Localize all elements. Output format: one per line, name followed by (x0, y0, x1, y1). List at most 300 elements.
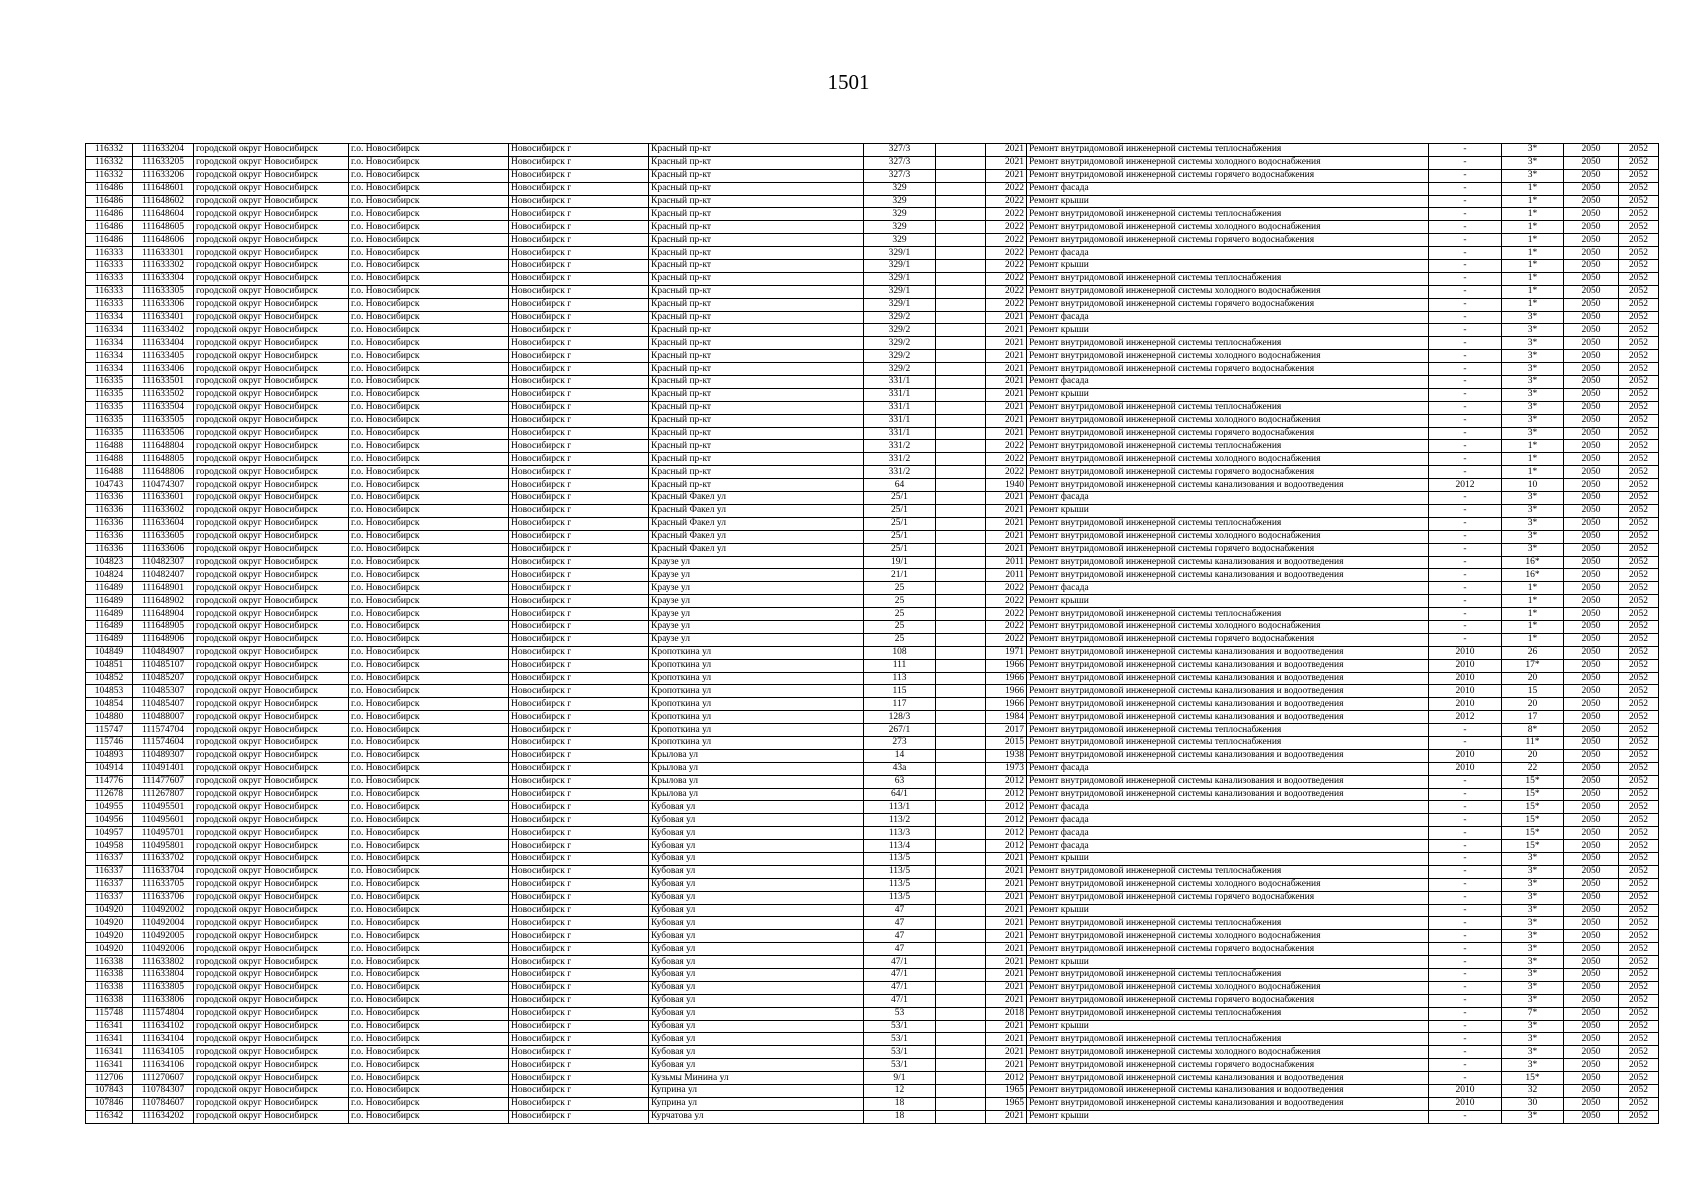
cell-build-year: 2022 (986, 582, 1027, 595)
cell-work-type: Ремонт внутридомовой инженерной системы теплоснабжения (1027, 608, 1429, 621)
cell-empty-col (936, 272, 986, 285)
cell-last-repair-year: - (1429, 401, 1502, 414)
cell-work-type: Ремонт крыши (1027, 324, 1429, 337)
cell-empty-col (936, 440, 986, 453)
cell-locality: Новосибирск г (509, 595, 649, 608)
table-row (86, 865, 1659, 878)
cell-last-repair-year: - (1429, 608, 1502, 621)
cell-wear-value: 15 (1502, 685, 1564, 698)
cell-work-id: 111477607 (133, 775, 194, 788)
cell-municipal-district: г.о. Новосибирск (349, 724, 509, 737)
cell-plan-end-year: 2052 (1619, 904, 1659, 917)
cell-plan-end-year: 2052 (1619, 969, 1659, 982)
cell-build-year: 2022 (986, 221, 1027, 234)
cell-municipal-district: г.о. Новосибирск (349, 685, 509, 698)
cell-build-year: 2021 (986, 891, 1027, 904)
cell-last-repair-year: - (1429, 994, 1502, 1007)
cell-municipal-district: г.о. Новосибирск (349, 466, 509, 479)
cell-locality: Новосибирск г (509, 865, 649, 878)
cell-street: Крылова ул (649, 762, 864, 775)
cell-work-type: Ремонт внутридомовой инженерной системы теплоснабжения (1027, 1007, 1429, 1020)
cell-work-id: 110489307 (133, 749, 194, 762)
cell-municipal-district: г.о. Новосибирск (349, 492, 509, 505)
cell-work-id: 111633204 (133, 144, 194, 157)
cell-house-number: 327/3 (864, 156, 936, 169)
cell-plan-start-year: 2050 (1564, 891, 1619, 904)
cell-empty-col (936, 852, 986, 865)
cell-street: Красный пр-кт (649, 324, 864, 337)
cell-empty-col (936, 285, 986, 298)
cell-work-id: 111648606 (133, 234, 194, 247)
cell-plan-start-year: 2050 (1564, 814, 1619, 827)
cell-municipality: городской округ Новосибирск (194, 569, 349, 582)
cell-work-type: Ремонт крыши (1027, 852, 1429, 865)
cell-municipal-district: г.о. Новосибирск (349, 582, 509, 595)
cell-plan-start-year: 2050 (1564, 1059, 1619, 1072)
cell-wear-value: 1* (1502, 298, 1564, 311)
cell-municipality: городской округ Новосибирск (194, 1072, 349, 1085)
cell-house-id: 116336 (86, 504, 133, 517)
cell-empty-col (936, 208, 986, 221)
cell-empty-col (936, 195, 986, 208)
cell-house-number: 128/3 (864, 711, 936, 724)
cell-empty-col (936, 1059, 986, 1072)
cell-house-number: 25 (864, 620, 936, 633)
cell-work-id: 111648804 (133, 440, 194, 453)
cell-house-number: 53 (864, 1007, 936, 1020)
cell-plan-end-year: 2052 (1619, 981, 1659, 994)
cell-street: Кубовая ул (649, 994, 864, 1007)
cell-house-id: 116341 (86, 1046, 133, 1059)
cell-empty-col (936, 724, 986, 737)
cell-plan-start-year: 2050 (1564, 1020, 1619, 1033)
cell-empty-col (936, 169, 986, 182)
cell-plan-end-year: 2052 (1619, 749, 1659, 762)
cell-wear-value: 1* (1502, 208, 1564, 221)
cell-house-number: 329 (864, 182, 936, 195)
cell-municipality: городской округ Новосибирск (194, 981, 349, 994)
cell-municipality: городской округ Новосибирск (194, 285, 349, 298)
cell-street: Кубовая ул (649, 852, 864, 865)
cell-work-type: Ремонт внутридомовой инженерной системы холодного водоснабжения (1027, 930, 1429, 943)
cell-municipality: городской округ Новосибирск (194, 762, 349, 775)
cell-house-number: 331/1 (864, 401, 936, 414)
cell-build-year: 2021 (986, 956, 1027, 969)
cell-municipality: городской округ Новосибирск (194, 840, 349, 853)
cell-plan-end-year: 2052 (1619, 504, 1659, 517)
cell-wear-value: 7* (1502, 1007, 1564, 1020)
cell-plan-start-year: 2050 (1564, 350, 1619, 363)
cell-house-number: 117 (864, 698, 936, 711)
cell-last-repair-year: - (1429, 169, 1502, 182)
cell-plan-start-year: 2050 (1564, 569, 1619, 582)
cell-empty-col (936, 994, 986, 1007)
cell-work-type: Ремонт внутридомовой инженерной системы холодного водоснабжения (1027, 221, 1429, 234)
cell-house-id: 116341 (86, 1059, 133, 1072)
cell-empty-col (936, 1007, 986, 1020)
cell-municipal-district: г.о. Новосибирск (349, 247, 509, 260)
cell-work-id: 110492004 (133, 917, 194, 930)
cell-house-id: 116486 (86, 208, 133, 221)
cell-work-type: Ремонт внутридомовой инженерной системы канализования и водоотведения (1027, 1085, 1429, 1098)
cell-plan-end-year: 2052 (1619, 608, 1659, 621)
table-row (86, 904, 1659, 917)
cell-wear-value: 3* (1502, 1033, 1564, 1046)
cell-municipality: городской округ Новосибирск (194, 453, 349, 466)
cell-wear-value: 3* (1502, 1046, 1564, 1059)
table-row (86, 1046, 1659, 1059)
cell-last-repair-year: - (1429, 260, 1502, 273)
table-row (86, 363, 1659, 376)
cell-empty-col (936, 156, 986, 169)
cell-work-type: Ремонт крыши (1027, 1020, 1429, 1033)
cell-plan-start-year: 2050 (1564, 195, 1619, 208)
cell-plan-end-year: 2052 (1619, 221, 1659, 234)
cell-house-number: 331/1 (864, 414, 936, 427)
cell-locality: Новосибирск г (509, 1097, 649, 1110)
cell-municipality: городской округ Новосибирск (194, 827, 349, 840)
cell-plan-start-year: 2050 (1564, 556, 1619, 569)
cell-street: Красный пр-кт (649, 453, 864, 466)
table-row (86, 775, 1659, 788)
cell-house-number: 25/1 (864, 504, 936, 517)
cell-street: Кубовая ул (649, 917, 864, 930)
cell-plan-end-year: 2052 (1619, 724, 1659, 737)
cell-wear-value: 3* (1502, 169, 1564, 182)
cell-municipal-district: г.о. Новосибирск (349, 904, 509, 917)
cell-municipality: городской округ Новосибирск (194, 994, 349, 1007)
cell-municipality: городской округ Новосибирск (194, 1059, 349, 1072)
cell-build-year: 1938 (986, 749, 1027, 762)
cell-plan-end-year: 2052 (1619, 672, 1659, 685)
cell-street: Курчатова ул (649, 1110, 864, 1123)
cell-street: Кубовая ул (649, 1059, 864, 1072)
cell-work-id: 111633301 (133, 247, 194, 260)
cell-street: Красный пр-кт (649, 311, 864, 324)
cell-plan-end-year: 2052 (1619, 956, 1659, 969)
cell-work-id: 111633805 (133, 981, 194, 994)
cell-build-year: 1966 (986, 698, 1027, 711)
cell-wear-value: 3* (1502, 324, 1564, 337)
cell-wear-value: 8* (1502, 724, 1564, 737)
cell-last-repair-year: - (1429, 517, 1502, 530)
cell-work-type: Ремонт внутридомовой инженерной системы теплоснабжения (1027, 208, 1429, 221)
cell-plan-start-year: 2050 (1564, 517, 1619, 530)
cell-plan-end-year: 2052 (1619, 556, 1659, 569)
table-row (86, 272, 1659, 285)
table-row (86, 311, 1659, 324)
cell-last-repair-year: - (1429, 891, 1502, 904)
cell-empty-col (936, 556, 986, 569)
cell-municipality: городской округ Новосибирск (194, 376, 349, 389)
cell-plan-start-year: 2050 (1564, 169, 1619, 182)
cell-empty-col (936, 865, 986, 878)
cell-work-type: Ремонт фасада (1027, 814, 1429, 827)
cell-empty-col (936, 388, 986, 401)
cell-last-repair-year: - (1429, 298, 1502, 311)
cell-municipality: городской округ Новосибирск (194, 724, 349, 737)
cell-plan-end-year: 2052 (1619, 827, 1659, 840)
cell-house-number: 331/1 (864, 388, 936, 401)
cell-locality: Новосибирск г (509, 144, 649, 157)
cell-house-id: 116488 (86, 453, 133, 466)
cell-plan-start-year: 2050 (1564, 994, 1619, 1007)
cell-work-type: Ремонт внутридомовой инженерной системы теплоснабжения (1027, 401, 1429, 414)
cell-house-id: 104849 (86, 646, 133, 659)
cell-build-year: 2022 (986, 208, 1027, 221)
cell-build-year: 2021 (986, 994, 1027, 1007)
cell-house-number: 12 (864, 1085, 936, 1098)
cell-house-id: 116488 (86, 466, 133, 479)
cell-plan-start-year: 2050 (1564, 479, 1619, 492)
cell-plan-start-year: 2050 (1564, 427, 1619, 440)
cell-street: Красный пр-кт (649, 156, 864, 169)
cell-build-year: 2021 (986, 517, 1027, 530)
cell-street: Красный Факел ул (649, 492, 864, 505)
cell-plan-start-year: 2050 (1564, 337, 1619, 350)
cell-plan-end-year: 2052 (1619, 569, 1659, 582)
cell-build-year: 2021 (986, 1033, 1027, 1046)
cell-last-repair-year: - (1429, 956, 1502, 969)
cell-build-year: 2021 (986, 492, 1027, 505)
cell-plan-end-year: 2052 (1619, 466, 1659, 479)
cell-last-repair-year: - (1429, 195, 1502, 208)
cell-street: Кубовая ул (649, 878, 864, 891)
cell-work-type: Ремонт внутридомовой инженерной системы теплоснабжения (1027, 865, 1429, 878)
cell-empty-col (936, 1097, 986, 1110)
cell-plan-start-year: 2050 (1564, 272, 1619, 285)
cell-last-repair-year: - (1429, 556, 1502, 569)
cell-plan-start-year: 2050 (1564, 453, 1619, 466)
cell-last-repair-year: - (1429, 878, 1502, 891)
cell-wear-value: 15* (1502, 827, 1564, 840)
cell-work-type: Ремонт крыши (1027, 595, 1429, 608)
cell-last-repair-year: - (1429, 620, 1502, 633)
cell-wear-value: 1* (1502, 221, 1564, 234)
cell-empty-col (936, 930, 986, 943)
cell-work-type: Ремонт внутридомовой инженерной системы канализования и водоотведения (1027, 659, 1429, 672)
cell-work-id: 111633802 (133, 956, 194, 969)
cell-work-id: 111648905 (133, 620, 194, 633)
cell-last-repair-year: 2010 (1429, 672, 1502, 685)
cell-municipality: городской округ Новосибирск (194, 1033, 349, 1046)
cell-plan-start-year: 2050 (1564, 827, 1619, 840)
cell-empty-col (936, 801, 986, 814)
cell-street: Красный пр-кт (649, 247, 864, 260)
cell-house-id: 116337 (86, 865, 133, 878)
cell-wear-value: 1* (1502, 285, 1564, 298)
cell-wear-value: 26 (1502, 646, 1564, 659)
cell-street: Кубовая ул (649, 956, 864, 969)
cell-work-id: 110492006 (133, 943, 194, 956)
cell-empty-col (936, 582, 986, 595)
cell-municipality: городской округ Новосибирск (194, 685, 349, 698)
cell-empty-col (936, 608, 986, 621)
cell-locality: Новосибирск г (509, 762, 649, 775)
cell-last-repair-year: - (1429, 427, 1502, 440)
cell-work-type: Ремонт внутридомовой инженерной системы теплоснабжения (1027, 736, 1429, 749)
cell-build-year: 2017 (986, 724, 1027, 737)
cell-house-id: 116486 (86, 195, 133, 208)
cell-municipality: городской округ Новосибирск (194, 917, 349, 930)
table-row (86, 479, 1659, 492)
cell-wear-value: 3* (1502, 350, 1564, 363)
cell-plan-start-year: 2050 (1564, 234, 1619, 247)
cell-work-type: Ремонт внутридомовой инженерной системы горячего водоснабжения (1027, 994, 1429, 1007)
cell-wear-value: 1* (1502, 260, 1564, 273)
cell-build-year: 2021 (986, 311, 1027, 324)
cell-build-year: 1966 (986, 685, 1027, 698)
cell-empty-col (936, 840, 986, 853)
cell-work-id: 110485307 (133, 685, 194, 698)
cell-work-type: Ремонт внутридомовой инженерной системы канализования и водоотведения (1027, 1097, 1429, 1110)
cell-plan-end-year: 2052 (1619, 247, 1659, 260)
cell-work-id: 111633606 (133, 543, 194, 556)
cell-locality: Новосибирск г (509, 1110, 649, 1123)
cell-empty-col (936, 1072, 986, 1085)
cell-wear-value: 3* (1502, 414, 1564, 427)
cell-municipality: городской округ Новосибирск (194, 814, 349, 827)
cell-house-number: 329/2 (864, 337, 936, 350)
cell-last-repair-year: - (1429, 376, 1502, 389)
cell-plan-end-year: 2052 (1619, 453, 1659, 466)
cell-house-id: 115747 (86, 724, 133, 737)
cell-wear-value: 1* (1502, 608, 1564, 621)
table-row (86, 401, 1659, 414)
cell-wear-value: 30 (1502, 1097, 1564, 1110)
cell-plan-start-year: 2050 (1564, 685, 1619, 698)
cell-last-repair-year: - (1429, 775, 1502, 788)
cell-plan-start-year: 2050 (1564, 981, 1619, 994)
table-row (86, 582, 1659, 595)
cell-municipal-district: г.о. Новосибирск (349, 401, 509, 414)
cell-municipal-district: г.о. Новосибирск (349, 1007, 509, 1020)
cell-house-id: 115748 (86, 1007, 133, 1020)
cell-plan-end-year: 2052 (1619, 762, 1659, 775)
cell-locality: Новосибирск г (509, 401, 649, 414)
cell-wear-value: 1* (1502, 234, 1564, 247)
cell-locality: Новосибирск г (509, 234, 649, 247)
cell-municipal-district: г.о. Новосибирск (349, 156, 509, 169)
cell-empty-col (936, 814, 986, 827)
cell-wear-value: 20 (1502, 749, 1564, 762)
cell-last-repair-year: - (1429, 1046, 1502, 1059)
cell-municipal-district: г.о. Новосибирск (349, 1072, 509, 1085)
cell-wear-value: 10 (1502, 479, 1564, 492)
cell-house-id: 116486 (86, 234, 133, 247)
table-row (86, 788, 1659, 801)
cell-build-year: 2021 (986, 1110, 1027, 1123)
cell-house-id: 116336 (86, 530, 133, 543)
table-row (86, 195, 1659, 208)
cell-plan-start-year: 2050 (1564, 376, 1619, 389)
cell-empty-col (936, 878, 986, 891)
table-row (86, 569, 1659, 582)
cell-empty-col (936, 762, 986, 775)
cell-empty-col (936, 466, 986, 479)
cell-empty-col (936, 904, 986, 917)
cell-plan-end-year: 2052 (1619, 711, 1659, 724)
cell-locality: Новосибирск г (509, 994, 649, 1007)
cell-municipal-district: г.о. Новосибирск (349, 272, 509, 285)
cell-house-number: 47/1 (864, 956, 936, 969)
cell-empty-col (936, 595, 986, 608)
cell-street: Красный пр-кт (649, 221, 864, 234)
cell-municipality: городской округ Новосибирск (194, 311, 349, 324)
cell-build-year: 2012 (986, 775, 1027, 788)
cell-work-id: 111634202 (133, 1110, 194, 1123)
cell-last-repair-year: - (1429, 492, 1502, 505)
cell-locality: Новосибирск г (509, 711, 649, 724)
cell-plan-start-year: 2050 (1564, 221, 1619, 234)
cell-municipal-district: г.о. Новосибирск (349, 260, 509, 273)
cell-work-type: Ремонт внутридомовой инженерной системы холодного водоснабжения (1027, 350, 1429, 363)
cell-empty-col (936, 1046, 986, 1059)
cell-locality: Новосибирск г (509, 363, 649, 376)
cell-municipal-district: г.о. Новосибирск (349, 981, 509, 994)
cell-house-id: 116336 (86, 492, 133, 505)
cell-house-id: 114776 (86, 775, 133, 788)
cell-municipal-district: г.о. Новосибирск (349, 221, 509, 234)
cell-build-year: 1973 (986, 762, 1027, 775)
cell-work-type: Ремонт внутридомовой инженерной системы горячего водоснабжения (1027, 466, 1429, 479)
cell-last-repair-year: 2010 (1429, 659, 1502, 672)
cell-empty-col (936, 788, 986, 801)
cell-municipal-district: г.о. Новосибирск (349, 659, 509, 672)
cell-plan-end-year: 2052 (1619, 350, 1659, 363)
cell-plan-end-year: 2052 (1619, 543, 1659, 556)
table-row (86, 801, 1659, 814)
cell-work-type: Ремонт внутридомовой инженерной системы горячего водоснабжения (1027, 543, 1429, 556)
table-row (86, 608, 1659, 621)
cell-house-id: 116337 (86, 891, 133, 904)
cell-house-id: 116333 (86, 298, 133, 311)
cell-municipal-district: г.о. Новосибирск (349, 504, 509, 517)
cell-plan-start-year: 2050 (1564, 956, 1619, 969)
cell-wear-value: 20 (1502, 698, 1564, 711)
cell-municipal-district: г.о. Новосибирск (349, 827, 509, 840)
cell-house-number: 267/1 (864, 724, 936, 737)
cell-build-year: 2021 (986, 852, 1027, 865)
cell-locality: Новосибирск г (509, 337, 649, 350)
cell-work-id: 111633702 (133, 852, 194, 865)
cell-street: Кубовая ул (649, 1046, 864, 1059)
cell-work-id: 110495601 (133, 814, 194, 827)
cell-house-id: 116489 (86, 620, 133, 633)
cell-plan-start-year: 2050 (1564, 724, 1619, 737)
cell-house-id: 116341 (86, 1020, 133, 1033)
cell-house-id: 116486 (86, 221, 133, 234)
cell-locality: Новосибирск г (509, 827, 649, 840)
cell-house-id: 116335 (86, 401, 133, 414)
cell-house-id: 116333 (86, 285, 133, 298)
table-row (86, 517, 1659, 530)
cell-empty-col (936, 221, 986, 234)
cell-last-repair-year: - (1429, 414, 1502, 427)
cell-work-id: 110784607 (133, 1097, 194, 1110)
cell-empty-col (936, 736, 986, 749)
cell-house-id: 104957 (86, 827, 133, 840)
cell-municipality: городской округ Новосибирск (194, 865, 349, 878)
cell-municipal-district: г.о. Новосибирск (349, 1059, 509, 1072)
cell-work-type: Ремонт внутридомовой инженерной системы теплоснабжения (1027, 724, 1429, 737)
cell-street: Кубовая ул (649, 891, 864, 904)
cell-last-repair-year: - (1429, 801, 1502, 814)
cell-locality: Новосибирск г (509, 182, 649, 195)
cell-house-id: 116335 (86, 376, 133, 389)
cell-locality: Новосибирск г (509, 569, 649, 582)
cell-street: Краузе ул (649, 595, 864, 608)
